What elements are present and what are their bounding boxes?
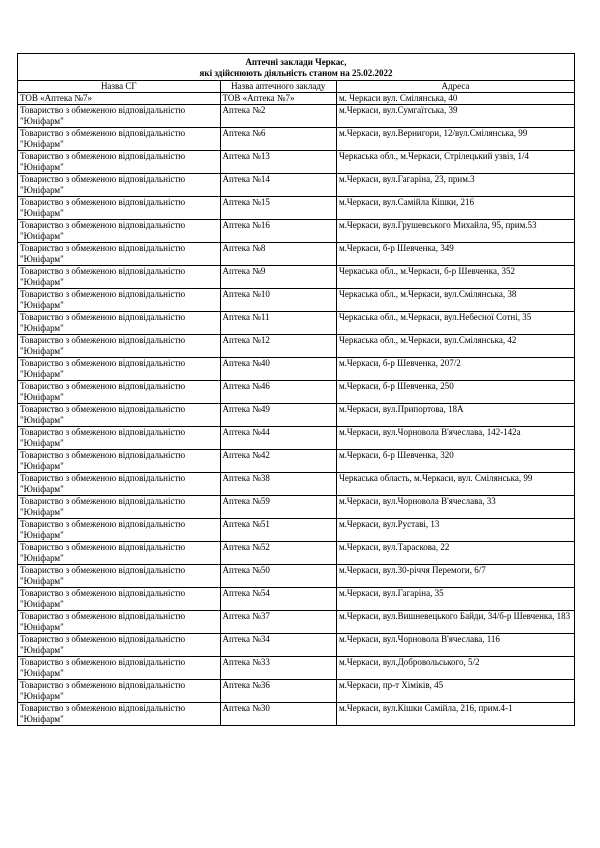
pharmacy-table xyxy=(17,53,575,726)
cell-address: м.Черкаси, вул.Грушевського Михайла, 95, прим.53 xyxy=(336,220,574,243)
title-line-1: Аптечні заклади Черкас, xyxy=(245,57,347,67)
table-row xyxy=(18,588,575,611)
cell-address: м.Черкаси, вул.Вернигори, 12/вул.Смілянська, 99 xyxy=(336,128,574,151)
cell-pharmacy: Аптека №9 xyxy=(220,266,336,289)
cell-pharmacy: Аптека №13 xyxy=(220,151,336,174)
cell-address: Черкаська обл., м.Черкаси, вул.Небесної Сотні, 35 xyxy=(336,312,574,335)
table-body xyxy=(18,93,575,726)
title-line-2: які здійснюють діяльність станом на 25.02.2022 xyxy=(199,68,393,78)
table-row xyxy=(18,542,575,565)
table-row xyxy=(18,404,575,427)
cell-address: м.Черкаси, вул.Добровольського, 5/2 xyxy=(336,657,574,680)
cell-pharmacy: Аптека №37 xyxy=(220,611,336,634)
cell-company: Товариство з обмеженою відповідальністю "Юніфарм" xyxy=(18,611,221,634)
table-row xyxy=(18,151,575,174)
cell-company: ТОВ «Аптека №7» xyxy=(18,93,221,105)
header-row xyxy=(18,81,575,93)
table-title xyxy=(18,54,575,81)
cell-company: Товариство з обмеженою відповідальністю "Юніфарм" xyxy=(18,312,221,335)
cell-pharmacy: Аптека №2 xyxy=(220,105,336,128)
cell-company: Товариство з обмеженою відповідальністю "Юніфарм" xyxy=(18,634,221,657)
cell-address: Черкаська обл., м.Черкаси, вул.Смілянська, 38 xyxy=(336,289,574,312)
table-row xyxy=(18,519,575,542)
cell-pharmacy: Аптека №59 xyxy=(220,496,336,519)
cell-address: м.Черкаси, вул.Самійла Кішки, 216 xyxy=(336,197,574,220)
table-row xyxy=(18,335,575,358)
cell-pharmacy: Аптека №11 xyxy=(220,312,336,335)
cell-address: м.Черкаси, б-р Шевченка, 349 xyxy=(336,243,574,266)
table-row xyxy=(18,657,575,680)
cell-pharmacy: Аптека №34 xyxy=(220,634,336,657)
cell-address: Черкаська область, м.Черкаси, вул. Смілянська, 99 xyxy=(336,473,574,496)
cell-address: Черкаська обл., м.Черкаси, б-р Шевченка, 352 xyxy=(336,266,574,289)
cell-company: Товариство з обмеженою відповідальністю "Юніфарм" xyxy=(18,381,221,404)
cell-address: м.Черкаси, вул.Чорновола В'ячеслава, 33 xyxy=(336,496,574,519)
cell-address: м.Черкаси, вул.Гагаріна, 23, прим.3 xyxy=(336,174,574,197)
cell-pharmacy: Аптека №8 xyxy=(220,243,336,266)
cell-company: Товариство з обмеженою відповідальністю "Юніфарм" xyxy=(18,174,221,197)
cell-company: Товариство з обмеженою відповідальністю "Юніфарм" xyxy=(18,266,221,289)
cell-company: Товариство з обмеженою відповідальністю "Юніфарм" xyxy=(18,128,221,151)
cell-pharmacy: Аптека №51 xyxy=(220,519,336,542)
table-row xyxy=(18,634,575,657)
cell-pharmacy: Аптека №46 xyxy=(220,381,336,404)
cell-company: Товариство з обмеженою відповідальністю "Юніфарм" xyxy=(18,565,221,588)
cell-address: м.Черкаси, вул.Тараскова, 22 xyxy=(336,542,574,565)
cell-company: Товариство з обмеженою відповідальністю "Юніфарм" xyxy=(18,519,221,542)
cell-company: Товариство з обмеженою відповідальністю "Юніфарм" xyxy=(18,496,221,519)
cell-company: Товариство з обмеженою відповідальністю "Юніфарм" xyxy=(18,588,221,611)
cell-pharmacy: Аптека №33 xyxy=(220,657,336,680)
table-row xyxy=(18,496,575,519)
table-row xyxy=(18,220,575,243)
table-row xyxy=(18,174,575,197)
cell-pharmacy: ТОВ «Аптека №7» xyxy=(220,93,336,105)
table-row xyxy=(18,312,575,335)
table-row xyxy=(18,680,575,703)
cell-pharmacy: Аптека №14 xyxy=(220,174,336,197)
cell-pharmacy: Аптека №12 xyxy=(220,335,336,358)
cell-pharmacy: Аптека №54 xyxy=(220,588,336,611)
header-pharmacy: Назва аптечного закладу xyxy=(220,81,336,93)
cell-pharmacy: Аптека №40 xyxy=(220,358,336,381)
cell-company: Товариство з обмеженою відповідальністю "Юніфарм" xyxy=(18,657,221,680)
cell-address: м. Черкаси вул. Смілянська, 40 xyxy=(336,93,574,105)
table-row xyxy=(18,450,575,473)
table-row xyxy=(18,703,575,726)
cell-pharmacy: Аптека №44 xyxy=(220,427,336,450)
cell-company: Товариство з обмеженою відповідальністю "Юніфарм" xyxy=(18,151,221,174)
cell-address: м.Черкаси, вул.Гагаріна, 35 xyxy=(336,588,574,611)
cell-address: м.Черкаси, б-р Шевченка, 250 xyxy=(336,381,574,404)
cell-company: Товариство з обмеженою відповідальністю "Юніфарм" xyxy=(18,427,221,450)
cell-pharmacy: Аптека №30 xyxy=(220,703,336,726)
table-row xyxy=(18,93,575,105)
header-address: Адреса xyxy=(336,81,574,93)
cell-address: м.Черкаси, вул.30-річчя Перемоги, 6/7 xyxy=(336,565,574,588)
cell-company: Товариство з обмеженою відповідальністю "Юніфарм" xyxy=(18,358,221,381)
cell-company: Товариство з обмеженою відповідальністю "Юніфарм" xyxy=(18,335,221,358)
cell-company: Товариство з обмеженою відповідальністю "Юніфарм" xyxy=(18,404,221,427)
cell-pharmacy: Аптека №36 xyxy=(220,680,336,703)
cell-address: м.Черкаси, вул.Чорновола В'ячеслава, 116 xyxy=(336,634,574,657)
table-row xyxy=(18,611,575,634)
cell-address: м.Черкаси, пр-т Хіміків, 45 xyxy=(336,680,574,703)
cell-company: Товариство з обмеженою відповідальністю "Юніфарм" xyxy=(18,197,221,220)
table-row xyxy=(18,289,575,312)
table-row xyxy=(18,243,575,266)
cell-company: Товариство з обмеженою відповідальністю "Юніфарм" xyxy=(18,450,221,473)
cell-company: Товариство з обмеженою відповідальністю "Юніфарм" xyxy=(18,220,221,243)
cell-company: Товариство з обмеженою відповідальністю "Юніфарм" xyxy=(18,703,221,726)
header-company: Назва СГ xyxy=(18,81,221,93)
table-row xyxy=(18,266,575,289)
cell-pharmacy: Аптека №42 xyxy=(220,450,336,473)
document-page xyxy=(17,53,575,726)
cell-address: м.Черкаси, б-р Шевченка, 207/2 xyxy=(336,358,574,381)
cell-company: Товариство з обмеженою відповідальністю "Юніфарм" xyxy=(18,105,221,128)
table-row xyxy=(18,128,575,151)
table-row xyxy=(18,381,575,404)
cell-pharmacy: Аптека №49 xyxy=(220,404,336,427)
table-row xyxy=(18,358,575,381)
table-row xyxy=(18,197,575,220)
table-row xyxy=(18,105,575,128)
cell-address: м.Черкаси, вул.Сумгаїтська, 39 xyxy=(336,105,574,128)
table-row xyxy=(18,565,575,588)
cell-address: Черкаська обл., м.Черкаси, вул.Смілянська, 42 xyxy=(336,335,574,358)
cell-address: Черкаська обл., м.Черкаси, Стрілецький узвіз, 1/4 xyxy=(336,151,574,174)
table-row xyxy=(18,473,575,496)
cell-pharmacy: Аптека №10 xyxy=(220,289,336,312)
cell-pharmacy: Аптека №52 xyxy=(220,542,336,565)
cell-address: м.Черкаси, вул.Руставі, 13 xyxy=(336,519,574,542)
cell-pharmacy: Аптека №50 xyxy=(220,565,336,588)
cell-pharmacy: Аптека №38 xyxy=(220,473,336,496)
cell-address: м.Черкаси, б-р Шевченка, 320 xyxy=(336,450,574,473)
cell-address: м.Черкаси, вул.Чорновола В'ячеслава, 142-142а xyxy=(336,427,574,450)
cell-pharmacy: Аптека №15 xyxy=(220,197,336,220)
cell-address: м.Черкаси, вул.Вишневецького Байди, 34/б-р Шевченка, 183 xyxy=(336,611,574,634)
cell-address: м.Черкаси, вул.Припортова, 18А xyxy=(336,404,574,427)
cell-pharmacy: Аптека №6 xyxy=(220,128,336,151)
table-row xyxy=(18,427,575,450)
cell-pharmacy: Аптека №16 xyxy=(220,220,336,243)
cell-company: Товариство з обмеженою відповідальністю "Юніфарм" xyxy=(18,243,221,266)
cell-company: Товариство з обмеженою відповідальністю "Юніфарм" xyxy=(18,289,221,312)
cell-company: Товариство з обмеженою відповідальністю "Юніфарм" xyxy=(18,542,221,565)
cell-address: м.Черкаси, вул.Кішки Самійла, 216, прим.4-1 xyxy=(336,703,574,726)
cell-company: Товариство з обмеженою відповідальністю "Юніфарм" xyxy=(18,473,221,496)
cell-company: Товариство з обмеженою відповідальністю "Юніфарм" xyxy=(18,680,221,703)
